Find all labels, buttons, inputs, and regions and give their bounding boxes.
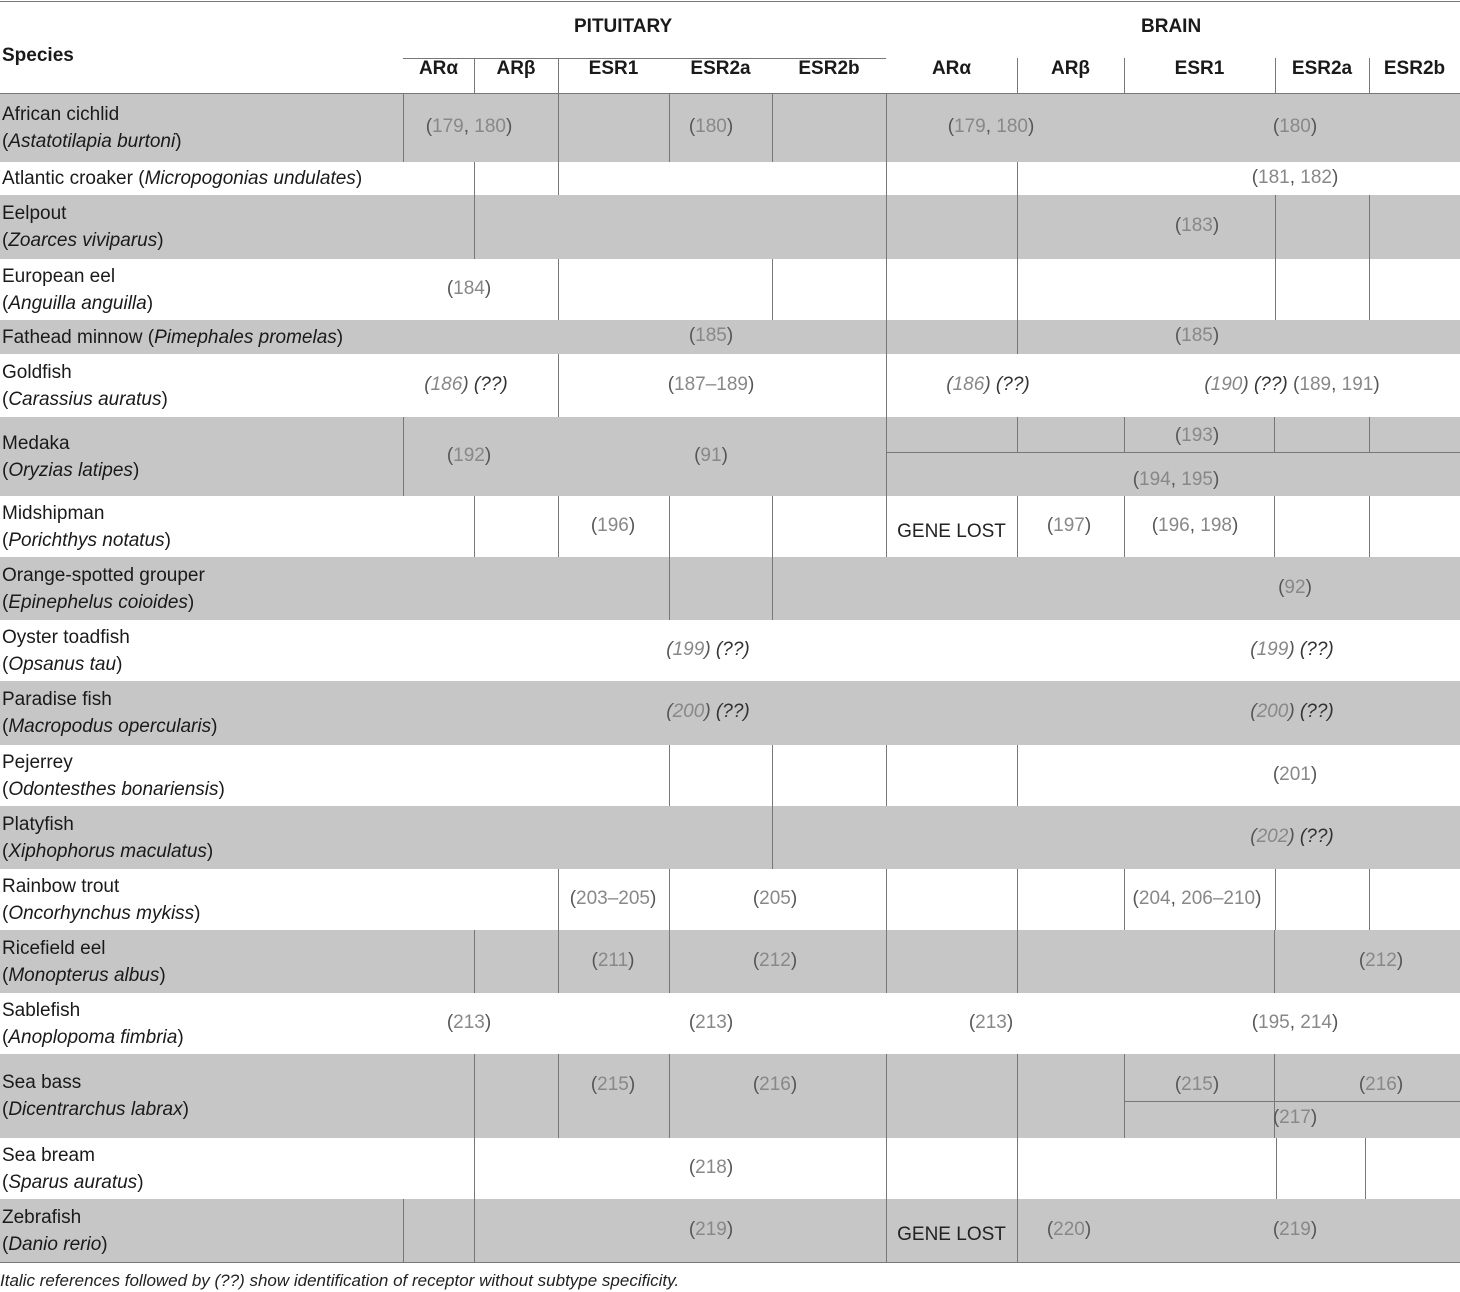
cell-divider	[1369, 869, 1370, 930]
table-row	[0, 94, 1460, 162]
cell-divider	[474, 1054, 475, 1138]
cell-divider	[1124, 1054, 1125, 1138]
table-row	[0, 320, 1460, 354]
table-row	[0, 259, 1460, 320]
reference-cell: (180)	[688, 116, 734, 137]
reference-cell: (203–205)	[569, 887, 657, 909]
reference-cell: (185)	[1174, 325, 1220, 346]
header-divider	[1124, 58, 1125, 93]
reference-cell: (202) (??)	[1250, 825, 1334, 847]
col-header-brain-ara: ARα	[931, 58, 972, 79]
cell-divider	[1017, 745, 1018, 806]
cell-divider	[403, 1199, 404, 1262]
table-row	[0, 417, 1460, 496]
reference-cell: (199) (??)	[1250, 638, 1334, 660]
col-header-brain-esr2b: ESR2b	[1383, 58, 1446, 79]
reference-cell: (220)	[1046, 1218, 1092, 1240]
species-name: Orange-spotted grouper (Epinephelus coioides)	[2, 564, 205, 613]
col-header-pit-esr2b: ESR2b	[798, 58, 860, 79]
species-name: Sea bream (Sparus auratus)	[2, 1144, 144, 1193]
cell-divider	[1017, 869, 1018, 930]
col-header-pit-esr1: ESR1	[588, 58, 639, 79]
header-divider	[474, 58, 475, 93]
reference-cell: (219)	[1272, 1218, 1318, 1240]
table-bottom-rule	[0, 1262, 1460, 1263]
reference-cell: (190) (??) (189, 191)	[1204, 373, 1380, 395]
species-name: Sea bass (Dicentrarchus labrax)	[2, 1072, 189, 1120]
reference-cell: (180)	[1272, 116, 1318, 137]
cell-divider	[1017, 162, 1018, 195]
species-name: Eelpout (Zoarces viviparus)	[2, 203, 164, 251]
cell-divider	[1276, 1138, 1277, 1199]
cell-divider	[1017, 930, 1018, 993]
reference-cell: (181, 182)	[1251, 166, 1339, 188]
reference-cell: (205)	[752, 887, 798, 909]
species-name: Ricefield eel (Monopterus albus)	[2, 937, 166, 986]
species-name: Goldfish (Carassius auratus)	[2, 361, 168, 410]
reference-cell: (195, 214)	[1251, 1011, 1339, 1033]
cell-divider	[1369, 417, 1370, 452]
reference-cell: (179, 180)	[947, 116, 1035, 137]
cell-divider	[1017, 417, 1018, 452]
species-name: Atlantic croaker (Micropogonias undulates)	[2, 168, 363, 189]
reference-cell: (213)	[688, 1011, 734, 1033]
reference-cell: (196, 198)	[1151, 514, 1239, 536]
reference-cell: (211)	[591, 949, 635, 971]
cell-divider	[474, 195, 475, 259]
cell-divider	[886, 1054, 887, 1138]
table-row	[0, 496, 1460, 557]
reference-cell: (215)	[590, 1074, 636, 1095]
species-name: Rainbow trout (Oncorhynchus mykiss)	[2, 875, 201, 924]
reference-cell: (213)	[446, 1011, 492, 1033]
cell-divider	[1017, 320, 1018, 354]
header-divider	[1275, 58, 1276, 93]
table-row	[0, 557, 1460, 620]
cell-divider	[772, 557, 773, 620]
cell-divider	[886, 1138, 887, 1199]
species-name: Platyfish (Xiphophorus maculatus)	[2, 813, 214, 862]
reference-cell: (193)	[1174, 425, 1220, 446]
reference-cell: (199) (??)	[666, 638, 750, 660]
header-divider	[1369, 58, 1370, 93]
reference-cell: (215)	[1174, 1074, 1220, 1095]
reference-cell: (194, 195)	[1132, 469, 1220, 490]
table-row	[0, 1054, 1460, 1138]
reference-cell: (213)	[968, 1011, 1014, 1033]
table-row	[0, 993, 1460, 1054]
reference-cell: (218)	[688, 1156, 734, 1178]
cell-divider	[886, 195, 887, 259]
cell-divider	[558, 162, 559, 195]
reference-cell: (92)	[1278, 576, 1312, 598]
reference-cell: (204, 206–210)	[1132, 887, 1262, 909]
cell-divider	[1275, 259, 1276, 320]
reference-cell: (216)	[1358, 1074, 1404, 1095]
cell-divider	[1369, 259, 1370, 320]
table-row	[0, 869, 1460, 930]
gene-lost-label: GENE LOST	[897, 521, 1006, 542]
cell-divider	[474, 1199, 475, 1262]
table-row	[0, 930, 1460, 993]
cell-divider	[886, 162, 887, 195]
reference-cell: (196)	[590, 514, 636, 536]
col-header-pit-arb: ARβ	[496, 58, 536, 79]
cell-divider	[1017, 195, 1018, 259]
cell-divider	[886, 320, 887, 354]
header-divider	[1017, 58, 1018, 93]
col-header-brain-esr2a: ESR2a	[1291, 58, 1353, 79]
species-name: African cichlid (Astatotilapia burtoni)	[2, 104, 182, 152]
species-name: Oyster toadfish (Opsanus tau)	[2, 626, 130, 675]
species-name: Pejerrey (Odontesthes bonariensis)	[2, 751, 225, 800]
reference-cell: (183)	[1174, 215, 1220, 236]
reference-cell: (192)	[446, 444, 492, 466]
reference-cell: (185)	[688, 325, 734, 346]
reference-cell: (212)	[1358, 949, 1404, 971]
table-top-rule	[0, 1, 1460, 2]
species-name: Fathead minnow (Pimephales promelas)	[2, 326, 344, 348]
species-name: Sablefish (Anoplopoma fimbria)	[2, 999, 184, 1048]
cell-divider	[669, 1054, 670, 1138]
cell-divider	[669, 557, 670, 620]
table-row	[0, 195, 1460, 259]
reference-cell: (91)	[694, 444, 728, 466]
reference-cell: (217)	[1272, 1107, 1318, 1128]
cell-divider	[886, 417, 887, 496]
table-row	[0, 620, 1460, 681]
reference-cell: (201)	[1272, 763, 1318, 785]
cell-divider	[1369, 496, 1370, 557]
reference-cell: (200) (??)	[1250, 701, 1334, 722]
cell-divider	[1017, 1138, 1018, 1199]
cell-divider	[886, 259, 887, 320]
species-name: Paradise fish (Macropodus opercularis)	[2, 689, 218, 737]
species-name: Zebrafish (Danio rerio)	[2, 1206, 108, 1255]
reference-cell: (197)	[1046, 514, 1092, 536]
species-header: Species	[2, 45, 74, 66]
table-row	[0, 354, 1460, 417]
table-row	[0, 1199, 1460, 1262]
reference-cell: (179, 180)	[425, 116, 513, 137]
reference-cell: (219)	[688, 1218, 734, 1240]
reference-cell: (184)	[446, 277, 492, 299]
species-name: European eel (Anguilla anguilla)	[2, 265, 154, 314]
cell-divider	[886, 745, 887, 806]
cell-divider	[1017, 1054, 1018, 1138]
cell-divider	[1369, 195, 1370, 259]
pituitary-header: PITUITARY	[574, 16, 673, 37]
reference-cell: (186) (??)	[946, 373, 1030, 395]
col-header-brain-arb: ARβ	[1050, 58, 1091, 79]
table-row	[0, 806, 1460, 869]
subrow-rule	[886, 452, 1460, 453]
cell-divider	[772, 806, 773, 869]
col-header-brain-esr1: ESR1	[1174, 58, 1225, 79]
table-footnote: Italic references followed by (??) show identification of receptor without subtype specificity.	[0, 1271, 680, 1290]
brain-header: BRAIN	[1141, 16, 1202, 37]
gene-lost-label: GENE LOST	[897, 1224, 1006, 1245]
col-header-pit-ara: ARα	[418, 58, 459, 79]
reference-cell: (186) (??)	[424, 373, 508, 395]
cell-divider	[474, 1138, 475, 1199]
cell-divider	[772, 745, 773, 806]
species-name: Midshipman (Porichthys notatus)	[2, 502, 171, 551]
table-row	[0, 745, 1460, 806]
header-divider	[558, 58, 559, 93]
reference-cell: (212)	[752, 949, 798, 971]
species-name: Medaka (Oryzias latipes)	[2, 432, 140, 481]
col-header-pit-esr2a: ESR2a	[690, 58, 751, 79]
cell-divider	[558, 1054, 559, 1138]
table-row	[0, 162, 1460, 195]
reference-cell: (187–189)	[667, 373, 755, 395]
reference-cell: (200) (??)	[666, 701, 750, 722]
cell-divider	[772, 259, 773, 320]
cell-divider	[1017, 259, 1018, 320]
cell-divider	[772, 496, 773, 557]
table-row	[0, 1138, 1460, 1199]
cell-divider	[669, 745, 670, 806]
cell-divider	[474, 162, 475, 195]
table-row	[0, 681, 1460, 745]
subrow-rule	[1124, 1101, 1460, 1102]
reference-cell: (216)	[752, 1074, 798, 1095]
cell-divider	[1365, 1138, 1366, 1199]
